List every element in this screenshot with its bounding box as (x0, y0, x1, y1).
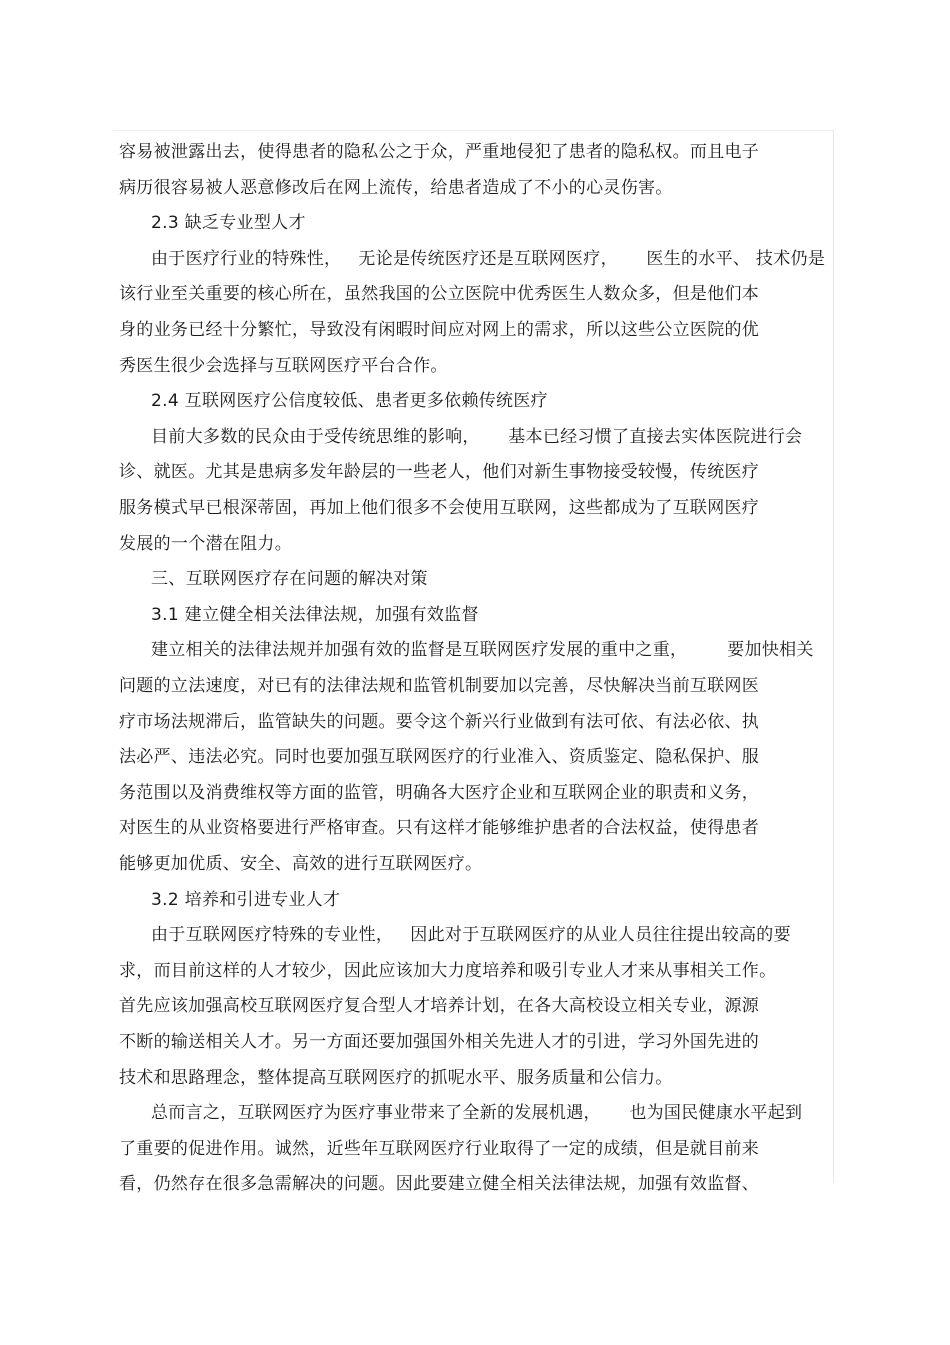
text-line: 问题的立法速度，对已有的法律法规和监管机制要加以完善，尽快解决当前互联网医 (119, 676, 760, 696)
text-line: 目前大多数的民众由于受传统思维的影响， 基本已经习惯了直接去实体医院进行会 (151, 426, 803, 447)
text-line: 技术和思路理念，整体提高互联网医疗的抓呢水平、服务质量和公信力。 (119, 1067, 673, 1088)
text-line: 服务模式早已根深蒂固，再加上他们很多不会使用互联网，这些都成为了互联网医疗 (119, 498, 760, 518)
text-line: 由于互联网医疗特殊的专业性， 因此对于互联网医疗的从业人员往往提出较高的要 (151, 925, 791, 946)
section-heading: 2.3 缺乏专业型人才 (151, 213, 306, 234)
text-line: 务范围以及消费维权等方面的监管，明确各大医疗企业和互联网企业的职责和义务， (119, 782, 760, 803)
text-line: 对医生的从业资格要进行严格审查。只有这样才能够维护患者的合法权益，使得患者 (119, 818, 760, 839)
text-line: 了重要的促进作用。诚然，近些年互联网医疗行业取得了一定的成绩，但是就目前来 (119, 1138, 760, 1159)
text-line: 求，而目前这样的人才较少，因此应该加大力度培养和吸引专业人才来从事相关工作。 (119, 960, 777, 981)
text-line: 秀医生很少会选择与互联网医疗平台合作。 (119, 355, 448, 376)
text-line: 发展的一个潜在阻力。 (119, 533, 292, 554)
text-line: 不断的输送相关人才。另一方面还要加强国外相关先进人才的引进，学习外国先进的 (119, 1032, 760, 1052)
text-line: 总而言之，互联网医疗为医疗事业带来了全新的发展机遇， 也为国民健康水平起到 (151, 1103, 803, 1124)
text-line: 容易被泄露出去，使得患者的隐私公之于众，严重地侵犯了患者的隐私权。而且电子 (119, 142, 760, 162)
text-line: 法必严、违法必究。同时也要加强互联网医疗的行业准入、资质鉴定、隐私保护、服 (119, 747, 760, 768)
text-line: 建立相关的法律法规并加强有效的监督是互联网医疗发展的重中之重， 要加快相关 (151, 640, 814, 661)
section-heading: 3.2 培养和引进专业人才 (151, 889, 341, 910)
text-line: 病历很容易被人恶意修改后在网上流传，给患者造成了不小的心灵伤害。 (119, 177, 673, 198)
text-line: 该行业至关重要的核心所在，虽然我国的公立医院中优秀医生人数众多，但是他们本 (119, 284, 760, 305)
text-line: 由于医疗行业的特殊性， 无论是传统医疗还是互联网医疗， 医生的水平、 技术仍是 (151, 248, 826, 269)
text-line: 诊、就医。尤其是患病多发年龄层的一些老人，他们对新生事物接受较慢，传统医疗 (119, 462, 760, 483)
document-page (113, 130, 834, 1195)
section-heading: 2.4 互联网医疗公信度较低、患者更多依赖传统医疗 (151, 391, 548, 412)
text-line: 能够更加优质、安全、高效的进行互联网医疗。 (119, 854, 483, 874)
text-line: 首先应该加强高校互联网医疗复合型人才培养计划，在各大高校设立相关专业，源源 (119, 996, 760, 1017)
text-line: 疗市场法规滞后，监管缺失的问题。要令这个新兴行业做到有法可依、有法必依、执 (119, 711, 760, 732)
text-line: 身的业务已经十分繁忙，导致没有闲暇时间应对网上的需求，所以这些公立医院的优 (119, 320, 760, 340)
text-line: 看，仍然存在很多急需解决的问题。因此要建立健全相关法律法规，加强有效监督、 (119, 1174, 760, 1195)
section-heading: 三、互联网医疗存在问题的解决对策 (151, 569, 428, 590)
section-heading: 3.1 建立健全相关法律法规，加强有效监督 (151, 604, 479, 625)
